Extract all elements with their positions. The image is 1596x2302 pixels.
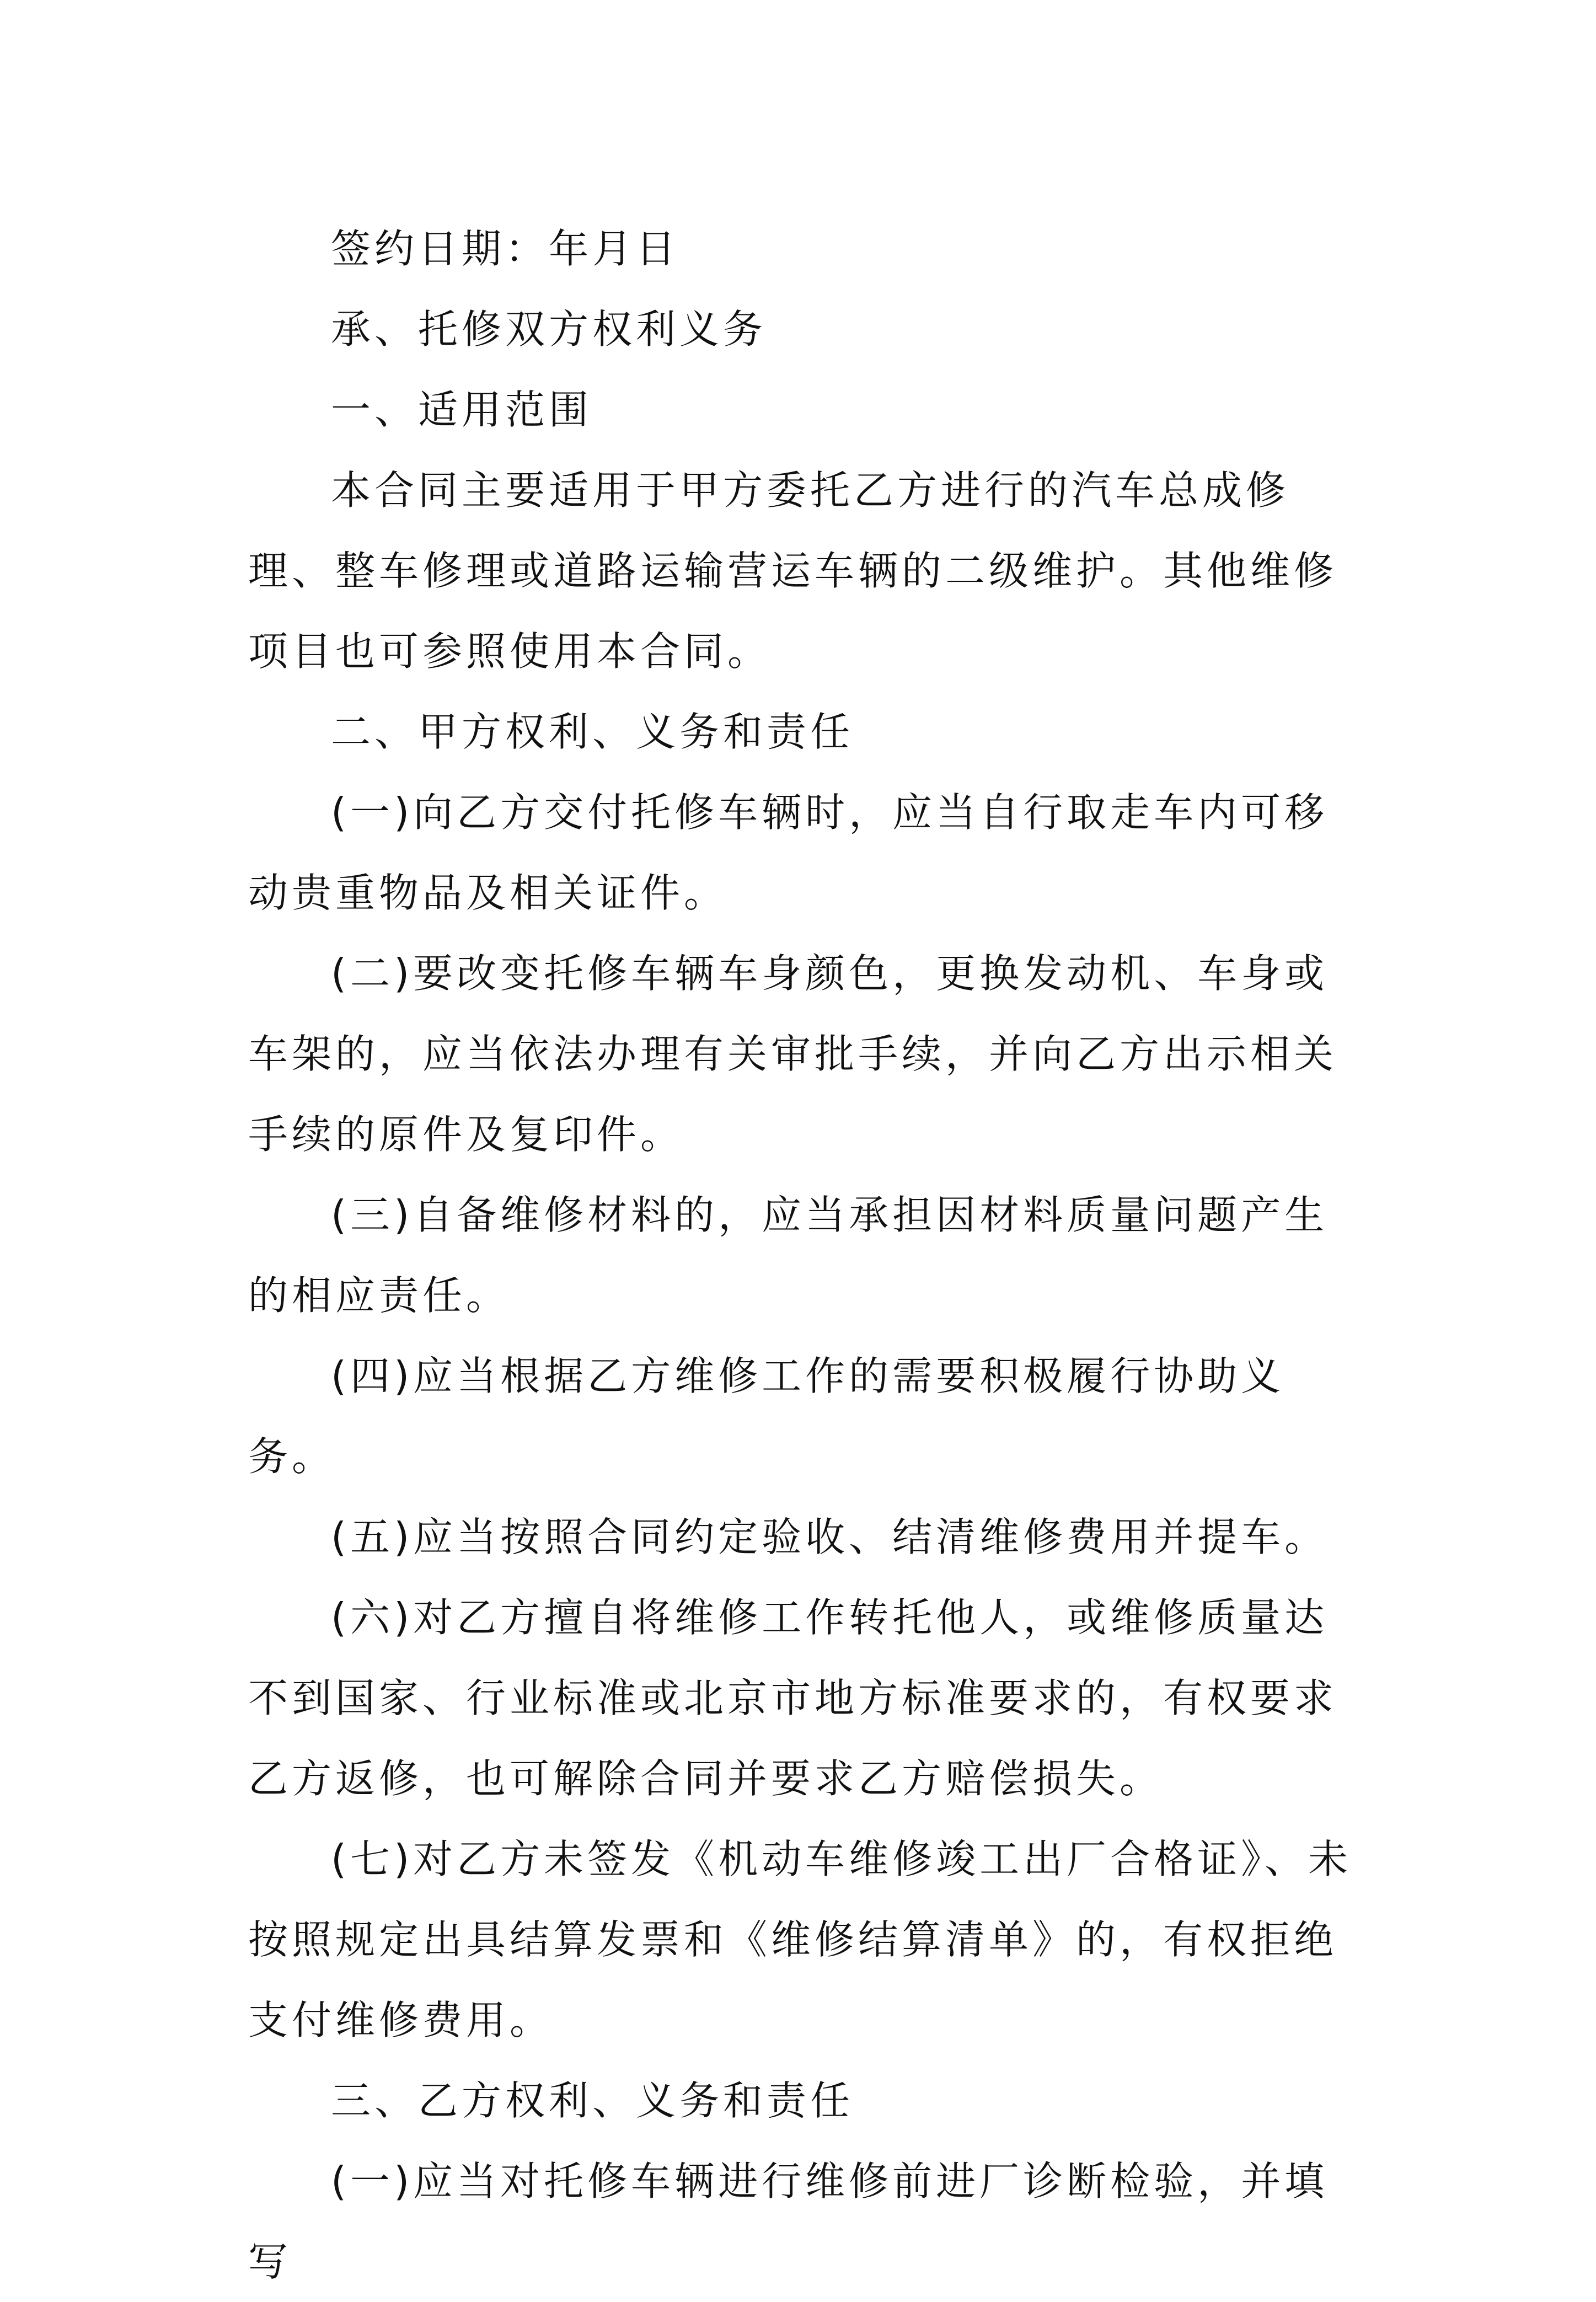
- section-heading-party-a: 二、甲方权利、义务和责任: [331, 709, 854, 755]
- party-a-clause-1: (一)向乙方交付托修车辆时，应当自行取走车内可移动贵重物品及相关证件。: [248, 789, 1329, 916]
- party-a-clause-3: (三)自备维修材料的，应当承担因材料质量问题产生的相应责任。: [248, 1192, 1329, 1319]
- section-heading-scope: 一、适用范围: [331, 387, 593, 433]
- party-a-clause-5: (五)应当按照合同约定验收、结清维修费用并提车。: [331, 1514, 1329, 1560]
- section-heading-party-b: 三、乙方权利、义务和责任: [331, 2078, 854, 2124]
- party-a-clause-2: (二)要改变托修车辆车身颜色，更换发动机、车身或车架的，应当依法办理有关审批手续，并向乙方出示相关手续的原件及复印件。: [248, 950, 1338, 1158]
- scope-paragraph: 本合同主要适用于甲方委托乙方进行的汽车总成修理、整车修理或道路运输营运车辆的二级维护。其他维修项目也可参照使用本合同。: [248, 467, 1338, 674]
- party-a-clause-6: (六)对乙方擅自将维修工作转托他人，或维修质量达不到国家、行业标准或北京市地方标准要求的，有权要求乙方返修，也可解除合同并要求乙方赔偿损失。: [248, 1594, 1338, 1802]
- document-body: [248, 208, 1362, 2302]
- party-a-clause-4: (四)应当根据乙方维修工作的需要积极履行协助义务。: [248, 1353, 1285, 1480]
- signing-date-line: 签约日期：年月日: [331, 226, 680, 272]
- party-b-clause-1: (一)应当对托修车辆进行维修前进厂诊断检验，并填写: [248, 2158, 1329, 2285]
- section-heading-rights: 承、托修双方权利义务: [331, 306, 767, 352]
- party-a-clause-7: (七)对乙方未签发《机动车维修竣工出厂合格证》、未按照规定出具结算发票和《维修结算清单》的，有权拒绝支付维修费用。: [248, 1836, 1352, 2043]
